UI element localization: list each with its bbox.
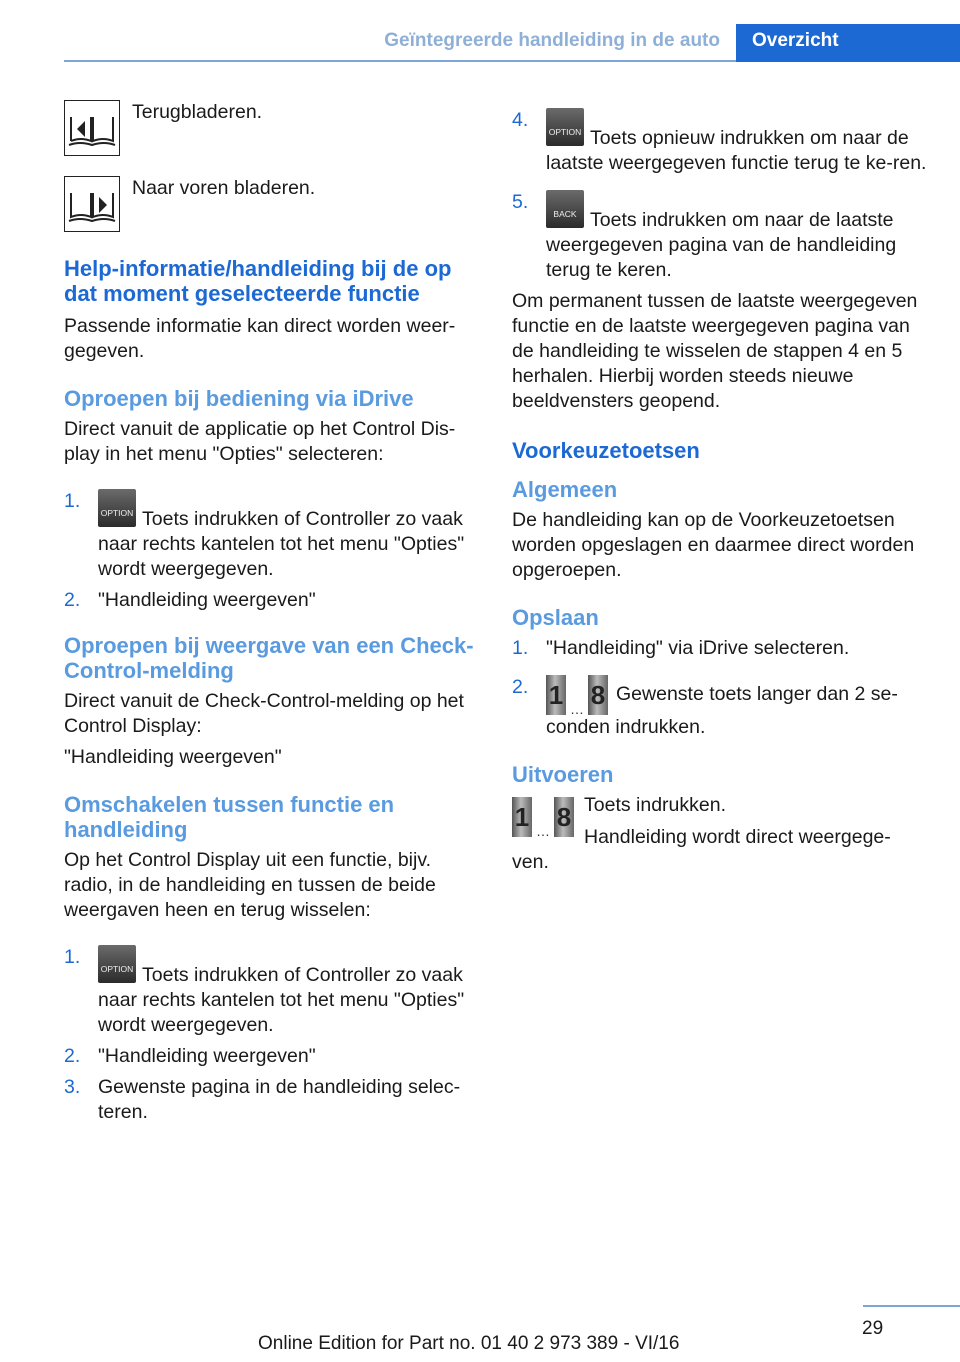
heading-execute: Uitvoeren (512, 762, 614, 787)
paragraph-check-control: Direct vanuit de Check-Control-melding op het Control Display: (64, 690, 464, 737)
step-text: Toets indrukken of Controller zo vaak naar rechts kantelen tot het menu "Opties" wordt weergegeven. (98, 508, 465, 580)
execute-text-2: Handleiding wordt direct weergege- (584, 826, 891, 848)
heading-idrive: Oproepen bij bediening via iDrive (64, 386, 414, 411)
header-tab[interactable]: Overzicht (736, 24, 960, 62)
step-number: 1. (64, 946, 81, 968)
step-text: "Handleiding" via iDrive selecteren. (546, 637, 850, 659)
step-text: Gewenste pagina in de handleiding selec-teren. (98, 1076, 461, 1123)
book-back-icon (64, 100, 120, 156)
step-text: "Handleiding weergeven" (98, 1045, 316, 1067)
list-item (64, 1075, 482, 1125)
heading-save: Opslaan (512, 605, 599, 630)
list-item (512, 636, 932, 661)
step-number: 3. (64, 1076, 81, 1098)
step-number: 2. (64, 1045, 81, 1067)
paragraph-check-control-2: "Handleiding weergeven" (64, 746, 282, 768)
step-text: Toets opnieuw indrukken om naar de laatste weergegeven functie terug te ke-ren. (546, 127, 927, 174)
paragraph-permanent: Om permanent tussen de laatste weergegeven functie en de laatste weergegeven pagina van de handleiding te wisselen de stappen 4 en 5 herhalen. Hierbij worden steeds nieuwe beeldvensters geopend. (512, 290, 918, 412)
back-key-icon: BACK (546, 190, 584, 228)
step-number: 4. (512, 109, 529, 131)
list-item (512, 190, 932, 283)
option-key-icon: OPTION (546, 108, 584, 146)
paragraph-switch: Op het Control Display uit een functie, bijv. radio, in de handleiding en tussen de beide weergaven heen en terug wisselen: (64, 849, 436, 921)
step-number: 1. (64, 490, 81, 512)
steps-list-idrive (64, 489, 482, 613)
forward-page-text: Naar voren bladeren. (132, 177, 316, 199)
step-text: Toets indrukken om naar de laatste weergegeven pagina van de handleiding terug te keren. (546, 209, 897, 281)
step-number: 2. (64, 589, 81, 611)
left-column (64, 100, 482, 1131)
steps-list-save (512, 636, 932, 740)
favorite-keys-icon: 1 … 8 (512, 797, 574, 837)
step-text: Gewenste toets langer dan 2 se-conden indrukken. (546, 683, 898, 738)
favorite-keys-icon: 1 … 8 (546, 675, 608, 715)
right-column (512, 100, 932, 875)
step-text: Toets indrukken of Controller zo vaak naar rechts kantelen tot het menu "Opties" wordt weergegeven. (98, 964, 465, 1036)
heading-help-info: Help-informatie/handleiding bij de op dat moment geselecteerde functie (64, 256, 452, 306)
list-item (64, 1044, 482, 1069)
steps-list-switch (64, 945, 482, 1125)
heading-switch: Omschakelen tussen functie en handleiding (64, 792, 395, 842)
paragraph-help-info: Passende informatie kan direct worden weer-gegeven. (64, 315, 456, 362)
forward-page-row (64, 176, 482, 252)
step-number: 2. (512, 676, 529, 698)
back-page-row (64, 100, 482, 176)
footer-divider (863, 1305, 960, 1307)
page-header (64, 24, 960, 62)
list-item (64, 489, 482, 582)
book-forward-icon (64, 176, 120, 232)
paragraph-idrive: Direct vanuit de applicatie op het Control Dis-play in het menu "Opties" selecteren: (64, 418, 456, 465)
execute-text-3: ven. (512, 851, 549, 873)
option-key-icon: OPTION (98, 489, 136, 527)
list-item (64, 945, 482, 1038)
execute-text-1: Toets indrukken. (584, 794, 726, 816)
heading-general: Algemeen (512, 477, 618, 502)
execute-row (512, 793, 932, 850)
list-item (64, 588, 482, 613)
step-number: 1. (512, 637, 529, 659)
steps-list-continue (512, 108, 932, 283)
page-number: 29 (862, 1318, 884, 1339)
step-text: "Handleiding weergeven" (98, 589, 316, 611)
footer-edition: Online Edition for Part no. 01 40 2 973 389 - VI/16 (258, 1333, 680, 1354)
step-number: 5. (512, 191, 529, 213)
heading-check-control: Oproepen bij weergave van een Check-Control-melding (64, 633, 474, 683)
list-item (512, 675, 932, 740)
option-key-icon: OPTION (98, 945, 136, 983)
paragraph-general: De handleiding kan op de Voorkeuzetoetsen worden opgeslagen en daarmee direct worden opgeroepen. (512, 509, 915, 581)
header-section-title: Geïntegreerde handleiding in de auto (384, 30, 720, 51)
list-item (512, 108, 932, 176)
back-page-text: Terugbladeren. (132, 101, 263, 123)
heading-favorites: Voorkeuzetoetsen (512, 438, 700, 463)
